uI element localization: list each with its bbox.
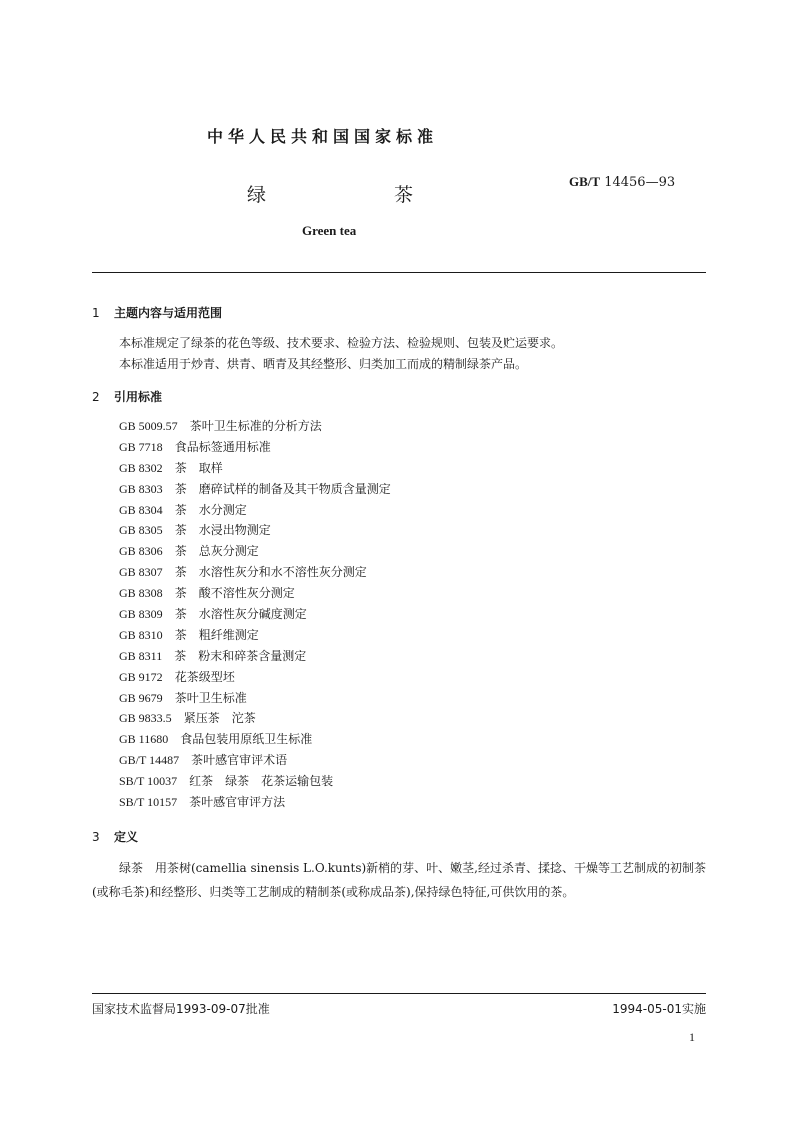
reference-title: 茶叶卫生标准: [174, 690, 247, 705]
referenced-standards-list: [119, 416, 391, 813]
reference-code: GB 7718: [119, 439, 163, 454]
reference-item: [119, 729, 391, 750]
reference-code: GB 8308: [119, 586, 163, 601]
section-1-heading: [92, 304, 222, 321]
header-divider: [92, 272, 706, 273]
reference-title: 茶 水分测定: [174, 502, 247, 517]
standard-prefix: GB/T: [569, 174, 601, 189]
section-title: 引用标准: [114, 390, 163, 404]
reference-item: [119, 541, 391, 562]
scope-paragraph-1: 本标准规定了绿茶的花色等级、技术要求、检验方法、检验规则、包装及贮运要求。: [119, 336, 564, 350]
reference-item: [119, 458, 391, 479]
reference-item: [119, 667, 391, 688]
reference-title: 茶 水溶性灰分和水不溶性灰分测定: [174, 565, 367, 580]
page-number: 1: [689, 1030, 695, 1044]
reference-title: 茶 粉末和碎茶含量测定: [174, 648, 307, 663]
reference-item: [119, 520, 391, 541]
reference-title: 紧压茶 沱茶: [183, 711, 256, 726]
reference-item: [119, 688, 391, 709]
reference-code: GB 8302: [119, 460, 163, 475]
reference-code: GB 8309: [119, 607, 163, 622]
section-number: 2: [92, 390, 100, 404]
reference-code: GB 8307: [119, 565, 163, 580]
reference-item: [119, 500, 391, 521]
standard-number: [569, 174, 675, 190]
reference-code: SB/T 10157: [119, 795, 178, 810]
reference-title: 茶 酸不溶性灰分测定: [174, 586, 295, 601]
reference-code: GB 8304: [119, 502, 163, 517]
reference-item: [119, 625, 391, 646]
reference-title: 茶 水浸出物测定: [174, 523, 271, 538]
reference-code: GB 9833.5: [119, 711, 172, 726]
reference-code: GB 11680: [119, 732, 169, 747]
reference-code: GB 8305: [119, 523, 163, 538]
reference-title: 茶 水溶性灰分碱度测定: [174, 607, 307, 622]
section-title: 定义: [114, 830, 139, 844]
section-2-heading: [92, 388, 162, 405]
reference-code: GB 8311: [119, 648, 163, 663]
reference-title: 食品包装用原纸卫生标准: [180, 732, 313, 747]
reference-code: GB/T 14487: [119, 753, 180, 768]
implementation-date: 1994-05-01实施: [612, 1002, 706, 1016]
reference-code: GB 8306: [119, 544, 163, 559]
doc-title-char-2: 茶: [394, 184, 414, 206]
reference-title: 茶 磨碎试样的制备及其干物质含量测定: [174, 481, 391, 496]
approval-date: 国家技术监督局1993-09-07批准: [92, 1002, 270, 1016]
reference-item: [119, 792, 391, 813]
reference-code: GB 9679: [119, 690, 163, 705]
doc-title-english: Green tea: [302, 223, 357, 238]
reference-code: GB 8303: [119, 481, 163, 496]
reference-item: [119, 437, 391, 458]
section-title: 主题内容与适用范围: [114, 306, 223, 320]
definition-paragraph: 绿茶 用茶树(camellia sinensis L.O.kunts)新梢的芽、叶、嫩茎,经过杀青、揉捻、干燥等工艺制成的初制茶(或称毛茶)和经整形、归类等工艺制成的精制茶(或称成品茶),保持绿色特征,可供饮用的茶。: [92, 861, 706, 899]
footer-divider: [92, 993, 706, 994]
reference-item: [119, 646, 391, 667]
doc-title-char-1: 绿: [247, 184, 267, 206]
standard-category-title: 中华人民共和国国家标准: [207, 127, 439, 146]
reference-title: 茶 取样: [174, 460, 223, 475]
reference-title: 茶 粗纤维测定: [174, 627, 259, 642]
reference-code: GB 8310: [119, 627, 163, 642]
reference-title: 花茶级型坯: [174, 669, 235, 684]
reference-code: GB 5009.57: [119, 419, 178, 433]
reference-item: [119, 604, 391, 625]
reference-code: GB 9172: [119, 669, 163, 684]
reference-title: 茶叶感官审评方法: [189, 795, 286, 810]
reference-code: SB/T 10037: [119, 774, 178, 789]
scope-paragraph-2: 本标准适用于炒青、烘青、晒青及其经整形、归类加工而成的精制绿茶产品。: [119, 357, 528, 371]
section-number: 3: [92, 830, 100, 844]
reference-item: [119, 708, 391, 729]
reference-title: 茶 总灰分测定: [174, 544, 259, 559]
reference-item: [119, 750, 391, 771]
reference-item: [119, 583, 391, 604]
reference-item: [119, 771, 391, 792]
reference-item: [119, 562, 391, 583]
reference-title: 食品标签通用标准: [174, 439, 271, 454]
reference-title: 红茶 绿茶 花茶运输包装: [189, 774, 334, 789]
reference-title: 茶叶卫生标准的分析方法: [189, 419, 322, 433]
reference-title: 茶叶感官审评术语: [191, 753, 288, 768]
section-number: 1: [92, 306, 100, 320]
reference-item: [119, 416, 391, 437]
standard-code: 14456—93: [604, 175, 676, 190]
section-3-heading: [92, 828, 138, 845]
reference-item: [119, 479, 391, 500]
